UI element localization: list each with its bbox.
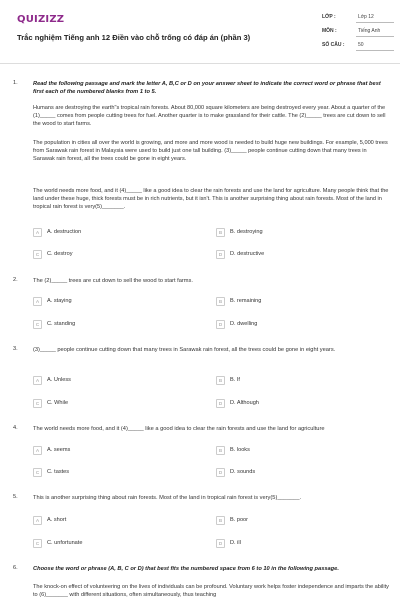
- option-label: A. destruction: [47, 229, 82, 235]
- option-letter-box: D: [216, 320, 225, 329]
- meta-value: Lớp 12: [356, 14, 394, 23]
- option-letter-box: A: [33, 228, 42, 237]
- option-label: C. tastes: [47, 469, 70, 475]
- answer-option-b[interactable]: [216, 515, 248, 525]
- meta-key: LỚP :: [322, 14, 336, 20]
- answer-option-a[interactable]: [33, 515, 66, 525]
- meta-key: MÔN :: [322, 28, 337, 34]
- passage-paragraph: The world needs more food, and it (4)_____ like a good idea to clear the rain forests and use the land for agriculture. Many people think that the land under these huge, thick forests must be in rich nutrients, but it isn't. This is another surprising thing about rain forests. Most of the land in tropical rain forest is very(5)_______.: [33, 188, 389, 210]
- option-letter-box: C: [33, 320, 42, 329]
- quiz-header: [0, 0, 400, 64]
- option-label: D. destructive: [230, 251, 265, 257]
- option-label: D. sounds: [230, 469, 256, 475]
- option-letter-box: B: [216, 446, 225, 455]
- answer-option-d[interactable]: [216, 398, 259, 408]
- question-number: 2.: [13, 277, 18, 283]
- answer-option-b[interactable]: [216, 445, 250, 455]
- option-letter-box: A: [33, 516, 42, 525]
- question-instruction: Choose the word or phrase (A, B, C or D) that best fits the numbered space from 6 to 10 in the following passage.: [33, 566, 339, 572]
- question-text: The world needs more food, and it (4)_____ like a good idea to clear the rain forests and use the land for agriculture: [33, 426, 325, 432]
- option-label: C. unfortunate: [47, 540, 83, 546]
- meta-row-count: [322, 42, 394, 56]
- option-letter-box: B: [216, 297, 225, 306]
- meta-value: Tiếng Anh: [356, 28, 394, 37]
- meta-value: 50: [356, 42, 394, 51]
- meta-info: [322, 14, 394, 56]
- option-letter-box: B: [216, 228, 225, 237]
- answer-option-c[interactable]: [33, 538, 82, 548]
- option-letter-box: D: [216, 399, 225, 408]
- answer-option-c[interactable]: [33, 319, 75, 329]
- option-label: B. remaining: [230, 298, 262, 304]
- option-label: B. If: [230, 377, 240, 383]
- option-letter-box: B: [216, 376, 225, 385]
- meta-row-class: [322, 14, 394, 28]
- answer-option-a[interactable]: [33, 375, 71, 385]
- answer-option-a[interactable]: [33, 296, 72, 306]
- option-letter-box: D: [216, 250, 225, 259]
- option-letter-box: C: [33, 250, 42, 259]
- option-label: A. staying: [47, 298, 72, 304]
- answer-option-d[interactable]: [216, 467, 255, 477]
- answer-option-b[interactable]: [216, 227, 263, 237]
- passage-paragraph: The knock-on effect of volunteering on the lives of individuals can be profound. Voluntary work helps foster independence and imparts the ability to (6)_______ with different situations, often simultaneously, thus teaching: [33, 584, 389, 598]
- page-title: Trắc nghiệm Tiếng anh 12 Điền vào chỗ trống có đáp án (phần 3): [17, 33, 251, 42]
- option-letter-box: A: [33, 446, 42, 455]
- question-number: 6.: [13, 565, 18, 571]
- question-number: 1.: [13, 80, 18, 86]
- option-letter-box: C: [33, 468, 42, 477]
- answer-option-c[interactable]: [33, 249, 73, 259]
- option-label: C. destroy: [47, 251, 73, 257]
- answer-option-a[interactable]: [33, 445, 70, 455]
- option-letter-box: A: [33, 376, 42, 385]
- answer-option-b[interactable]: [216, 375, 240, 385]
- passage-paragraph: The population in cities all over the world is growing, and more and more wood is needed to build huge new buildings. For example, 5,000 trees from Sarawak rain forest in Malaysia were used to build just one tall building. (3)_____ people continue cutting down that many trees in Sarawak rain forest, all the trees could be gone in eight years.: [33, 140, 388, 162]
- question-number: 5.: [13, 494, 18, 500]
- answer-option-c[interactable]: [33, 398, 68, 408]
- option-label: B. looks: [230, 447, 250, 453]
- option-label: D. ill: [230, 540, 241, 546]
- question-text: The (2)_____ trees are cut down to sell the wood to start farms.: [33, 278, 193, 284]
- option-label: A. Unless: [47, 377, 71, 383]
- quizizz-logo[interactable]: QUIZIZZ: [17, 14, 65, 25]
- option-label: A. seems: [47, 447, 71, 453]
- option-letter-box: C: [33, 539, 42, 548]
- option-label: C. standing: [47, 321, 76, 327]
- question-number: 4.: [13, 425, 18, 431]
- answer-option-b[interactable]: [216, 296, 261, 306]
- answer-option-c[interactable]: [33, 467, 69, 477]
- option-label: A. short: [47, 517, 67, 523]
- option-label: B. destroying: [230, 229, 263, 235]
- meta-key: SỐ CÂU :: [322, 42, 345, 48]
- answer-option-a[interactable]: [33, 227, 81, 237]
- passage-paragraph: Humans are destroying the earth"s tropical rain forests. About 80,000 square kilometers are being destroyed every year. About a quarter of the (1)_____ comes from people cutting trees for fuel. Another quarter is to make grassland for their cattle. The (2)_____ trees are cut down to sell the wood to start farms.: [33, 105, 386, 127]
- meta-row-subject: [322, 28, 394, 42]
- option-letter-box: D: [216, 539, 225, 548]
- option-letter-box: C: [33, 399, 42, 408]
- option-letter-box: B: [216, 516, 225, 525]
- answer-option-d[interactable]: [216, 319, 257, 329]
- question-text: This is another surprising thing about rain forests. Most of the land in tropical rain forest is very(5)_______.: [33, 495, 302, 501]
- question-text: (3)_____ people continue cutting down that many trees in Sarawak rain forest, all the trees could be gone in eight years.: [33, 347, 336, 353]
- answer-option-d[interactable]: [216, 538, 241, 548]
- option-label: D. Although: [230, 400, 259, 406]
- option-letter-box: D: [216, 468, 225, 477]
- option-letter-box: A: [33, 297, 42, 306]
- answer-option-d[interactable]: [216, 249, 264, 259]
- question-instruction: Read the following passage and mark the letter A, B,C or D on your answer sheet to indicate the correct word or phrase that best first each of the numbered blanks from 1 to 5.: [33, 81, 381, 95]
- option-label: C. While: [47, 400, 69, 406]
- question-number: 3.: [13, 346, 18, 352]
- option-label: D. dwelling: [230, 321, 258, 327]
- option-label: B. poor: [230, 517, 249, 523]
